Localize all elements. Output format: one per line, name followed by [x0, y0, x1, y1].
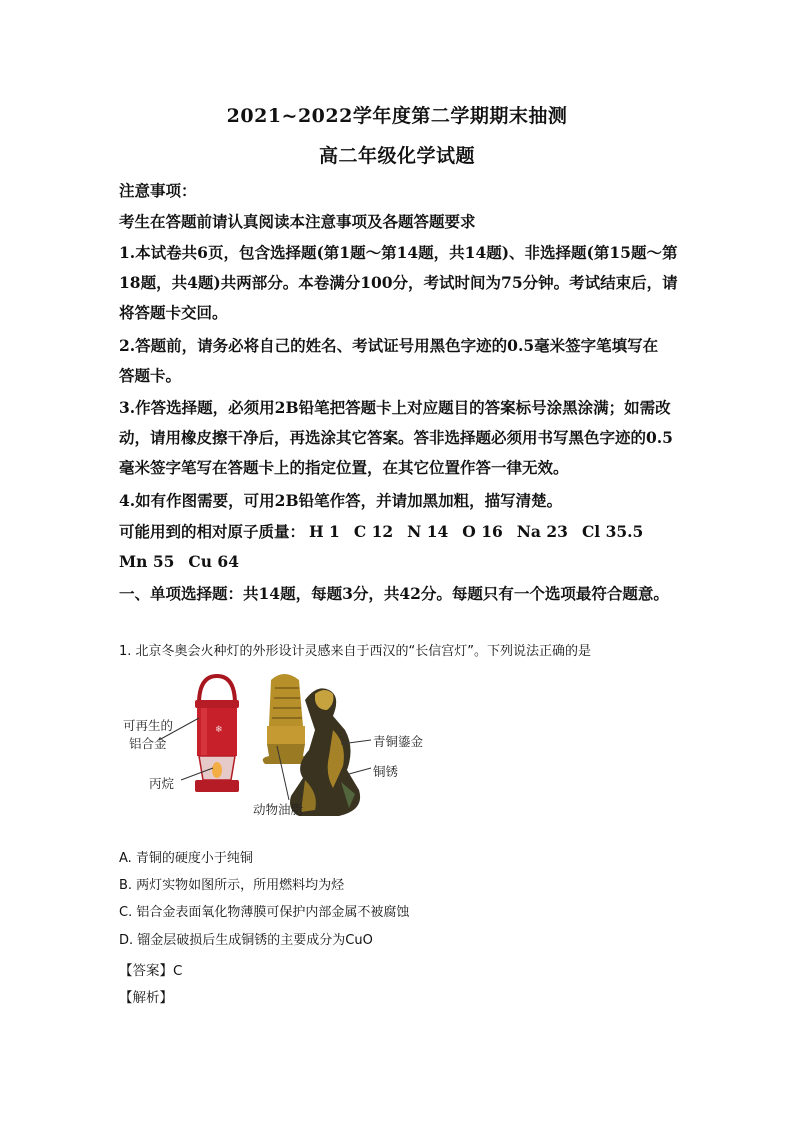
- label-propane: 丙烷: [149, 776, 175, 791]
- mass-value: O 16: [462, 522, 503, 541]
- atomic-masses: [119, 517, 669, 577]
- copper-rust-pointer-line: [349, 768, 371, 774]
- mass-value: C 12: [353, 522, 394, 541]
- answer: 【答案】C: [119, 963, 183, 979]
- exam-subtitle: 高二年级化学试题: [318, 145, 475, 167]
- option-a: A. 青铜的硬度小于纯铜: [119, 851, 253, 866]
- label-copper-rust: 铜锈: [373, 764, 399, 779]
- label-alloy-line2: 铝合金: [129, 736, 167, 751]
- label-animal-fat: 动物油脂: [253, 802, 304, 817]
- question-1-stem: 1. 北京冬奥会火种灯的外形设计灵感来自于西汉的“长信宫灯”。下列说法正确的是: [119, 644, 592, 659]
- option-d: D. 镏金层破损后生成铜锈的主要成分为CuO: [119, 933, 373, 948]
- notice-heading: 注意事项：: [119, 181, 197, 200]
- exam-title: 2021~2022学年度第二学期期末抽测: [226, 105, 568, 127]
- section-heading: 一、单项选择题：共14题，每题3分，共42分。每题只有一个选项最符合题意。: [119, 584, 669, 603]
- question-1-figure: [119, 670, 439, 830]
- atomic-masses-label: 可能用到的相对原子质量：: [119, 522, 306, 541]
- notice-item-2: 2.答题前，请务必将自己的姓名、考试证号用黑色字迹的0.5毫米签字笔填写在答题卡。: [119, 336, 659, 385]
- notice-item-4: 4.如有作图需要，可用2B铅笔作答，并请加黑加粗，描写清楚。: [119, 491, 563, 510]
- notice-intro: 考生在答题前请认真阅读本注意事项及各题答题要求: [119, 212, 476, 231]
- mass-value: Cu 64: [188, 552, 239, 571]
- svg-text:❄: ❄: [215, 725, 223, 735]
- mass-value: N 14: [407, 522, 449, 541]
- option-c: C. 铝合金表面氧化物薄膜可保护内部金属不被腐蚀: [119, 905, 410, 920]
- label-alloy-line1: 可再生的: [123, 718, 174, 733]
- mass-value: Na 23: [516, 522, 568, 541]
- notice-item-1: 1.本试卷共6页，包含选择题(第1题～第14题，共14题)、非选择题(第15题～第18题，共4题)共两部分。本卷满分100分，考试时间为75分钟。考试结束后，请将答题卡交回。: [119, 243, 678, 322]
- label-bronze-gilt: 青铜鎏金: [373, 734, 424, 749]
- mass-value: H 1: [309, 522, 340, 541]
- mass-value: Mn 55: [119, 552, 175, 571]
- analysis-heading: 【解析】: [119, 990, 173, 1006]
- notice-item-3: 3.作答选择题，必须用2B铅笔把答题卡上对应题目的答案标号涂黑涂满；如需改动，请用橡皮擦干净后，再选涂其它答案。答非选择题必须用书写黑色字迹的0.5毫米签字笔写在答题卡上的指定位置，在其它位置作答一律无效。: [119, 398, 673, 477]
- changxin-palace-lamp-image: [263, 674, 360, 816]
- mass-value: Cl 35.5: [581, 522, 644, 541]
- olympic-lamp-image: [195, 676, 239, 792]
- option-b: B. 两灯实物如图所示，所用燃料均为烃: [119, 878, 345, 893]
